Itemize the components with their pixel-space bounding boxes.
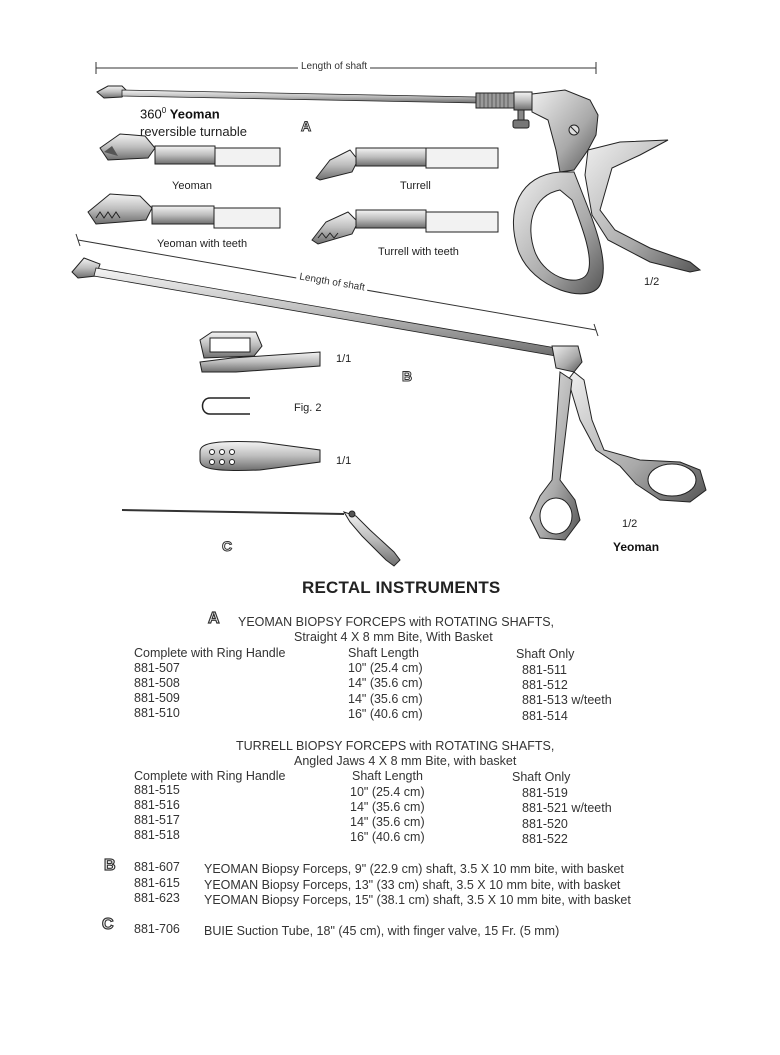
turnable-desc: reversible turnable <box>140 124 247 139</box>
fig-a-turnable-label <box>140 106 220 121</box>
turnable-degree: 360 <box>140 106 162 122</box>
row-length: 14" (35.6 cm) <box>350 815 425 829</box>
row-length: 16" (40.6 cm) <box>348 707 423 721</box>
fig2-label: Fig. 2 <box>294 402 322 414</box>
row-length: 14" (35.6 cm) <box>348 692 423 706</box>
item-desc: YEOMAN Biopsy Forceps, 15" (38.1 cm) shaft, 3.5 X 10 mm bite, with basket <box>204 893 631 907</box>
fig-c-suction-tube <box>122 510 400 566</box>
item-code: 881-623 <box>134 891 180 905</box>
fig-b-scale: 1/2 <box>622 518 638 530</box>
item-desc: YEOMAN Biopsy Forceps, 9" (22.9 cm) shaft, 3.5 X 10 mm bite, with basket <box>204 862 624 876</box>
row-length: 10" (25.4 cm) <box>350 785 425 799</box>
fig-a-tip-turrell-teeth <box>312 210 498 244</box>
row-code: 881-518 <box>134 828 180 842</box>
row-shaft: 881-521 w/teeth <box>522 801 612 815</box>
fig-b-fig2-jaw <box>203 398 251 414</box>
row-length: 14" (35.6 cm) <box>350 800 425 814</box>
row-code: 881-510 <box>134 706 180 720</box>
item-code: 881-615 <box>134 876 180 890</box>
fig-c-letter: C <box>222 538 233 554</box>
row-length: 14" (35.6 cm) <box>348 676 423 690</box>
yeoman-col-shaft: Shaft Only <box>516 647 575 661</box>
tip-label-turrell: Turrell <box>400 180 431 192</box>
row-code: 881-508 <box>134 676 180 690</box>
fig-b-detail-scale: 1/1 <box>336 353 352 365</box>
turrell-col-complete: Complete with Ring Handle <box>134 769 286 783</box>
fig-b-forceps <box>72 258 706 540</box>
turrell-col-length: Shaft Length <box>352 769 423 783</box>
fig-a-length-label: Length of shaft <box>298 61 370 72</box>
row-length: 16" (40.6 cm) <box>350 830 425 844</box>
turnable-degree-sup: 0 <box>161 106 167 115</box>
row-shaft: 881-514 <box>522 709 568 723</box>
turnable-name: Yeoman <box>169 106 220 122</box>
row-shaft: 881-512 <box>522 678 568 692</box>
row-length: 10" (25.4 cm) <box>348 661 423 675</box>
turrell-heading: TURRELL BIOPSY FORCEPS with ROTATING SHAFTS, <box>236 739 555 753</box>
turrell-subheading: Angled Jaws 4 X 8 mm Bite, with basket <box>294 754 517 768</box>
fig-a-scale: 1/2 <box>644 276 660 288</box>
yeoman-heading: YEOMAN BIOPSY FORCEPS with ROTATING SHAFTS, <box>238 615 555 629</box>
row-shaft: 881-520 <box>522 817 568 831</box>
tip-label-turrell-teeth: Turrell with teeth <box>378 246 459 258</box>
yeoman-col-complete: Complete with Ring Handle <box>134 646 286 660</box>
row-code: 881-507 <box>134 661 180 675</box>
section-a-letter: A <box>208 610 220 627</box>
fig-b-length-label: Length of shaft <box>296 271 369 294</box>
tip-label-yeoman: Yeoman <box>172 180 212 192</box>
fig-b-letter: B <box>402 368 413 384</box>
tip-label-yeoman-teeth: Yeoman with teeth <box>157 238 248 250</box>
row-code: 881-509 <box>134 691 180 705</box>
fig-b-detail-tip <box>200 332 320 372</box>
row-code: 881-517 <box>134 813 180 827</box>
fig-a-letter: A <box>301 118 312 134</box>
row-shaft: 881-522 <box>522 832 568 846</box>
fig-b-basket-tip <box>200 441 320 470</box>
section-b-letter: B <box>104 857 116 874</box>
section-c-letter: C <box>102 916 114 933</box>
item-code: 881-607 <box>134 860 180 874</box>
item-code: 881-706 <box>134 922 180 936</box>
turrell-col-shaft: Shaft Only <box>512 770 571 784</box>
fig-b-detail2-scale: 1/1 <box>336 455 352 467</box>
row-code: 881-516 <box>134 798 180 812</box>
item-desc: BUIE Suction Tube, 18" (45 cm), with finger valve, 15 Fr. (5 mm) <box>204 924 560 938</box>
fig-a-tip-turrell <box>316 148 498 180</box>
fig-b-name: Yeoman <box>613 540 660 554</box>
row-code: 881-515 <box>134 783 180 797</box>
fig-a-tip-yeoman-teeth <box>88 194 280 228</box>
row-shaft: 881-511 <box>522 663 567 677</box>
row-shaft: 881-513 w/teeth <box>522 693 612 707</box>
yeoman-col-length: Shaft Length <box>348 646 419 660</box>
item-desc: YEOMAN Biopsy Forceps, 13" (33 cm) shaft, 3.5 X 10 mm bite, with basket <box>204 878 621 892</box>
page-title: RECTAL INSTRUMENTS <box>302 578 501 597</box>
yeoman-subheading: Straight 4 X 8 mm Bite, With Basket <box>294 630 493 644</box>
row-shaft: 881-519 <box>522 786 568 800</box>
